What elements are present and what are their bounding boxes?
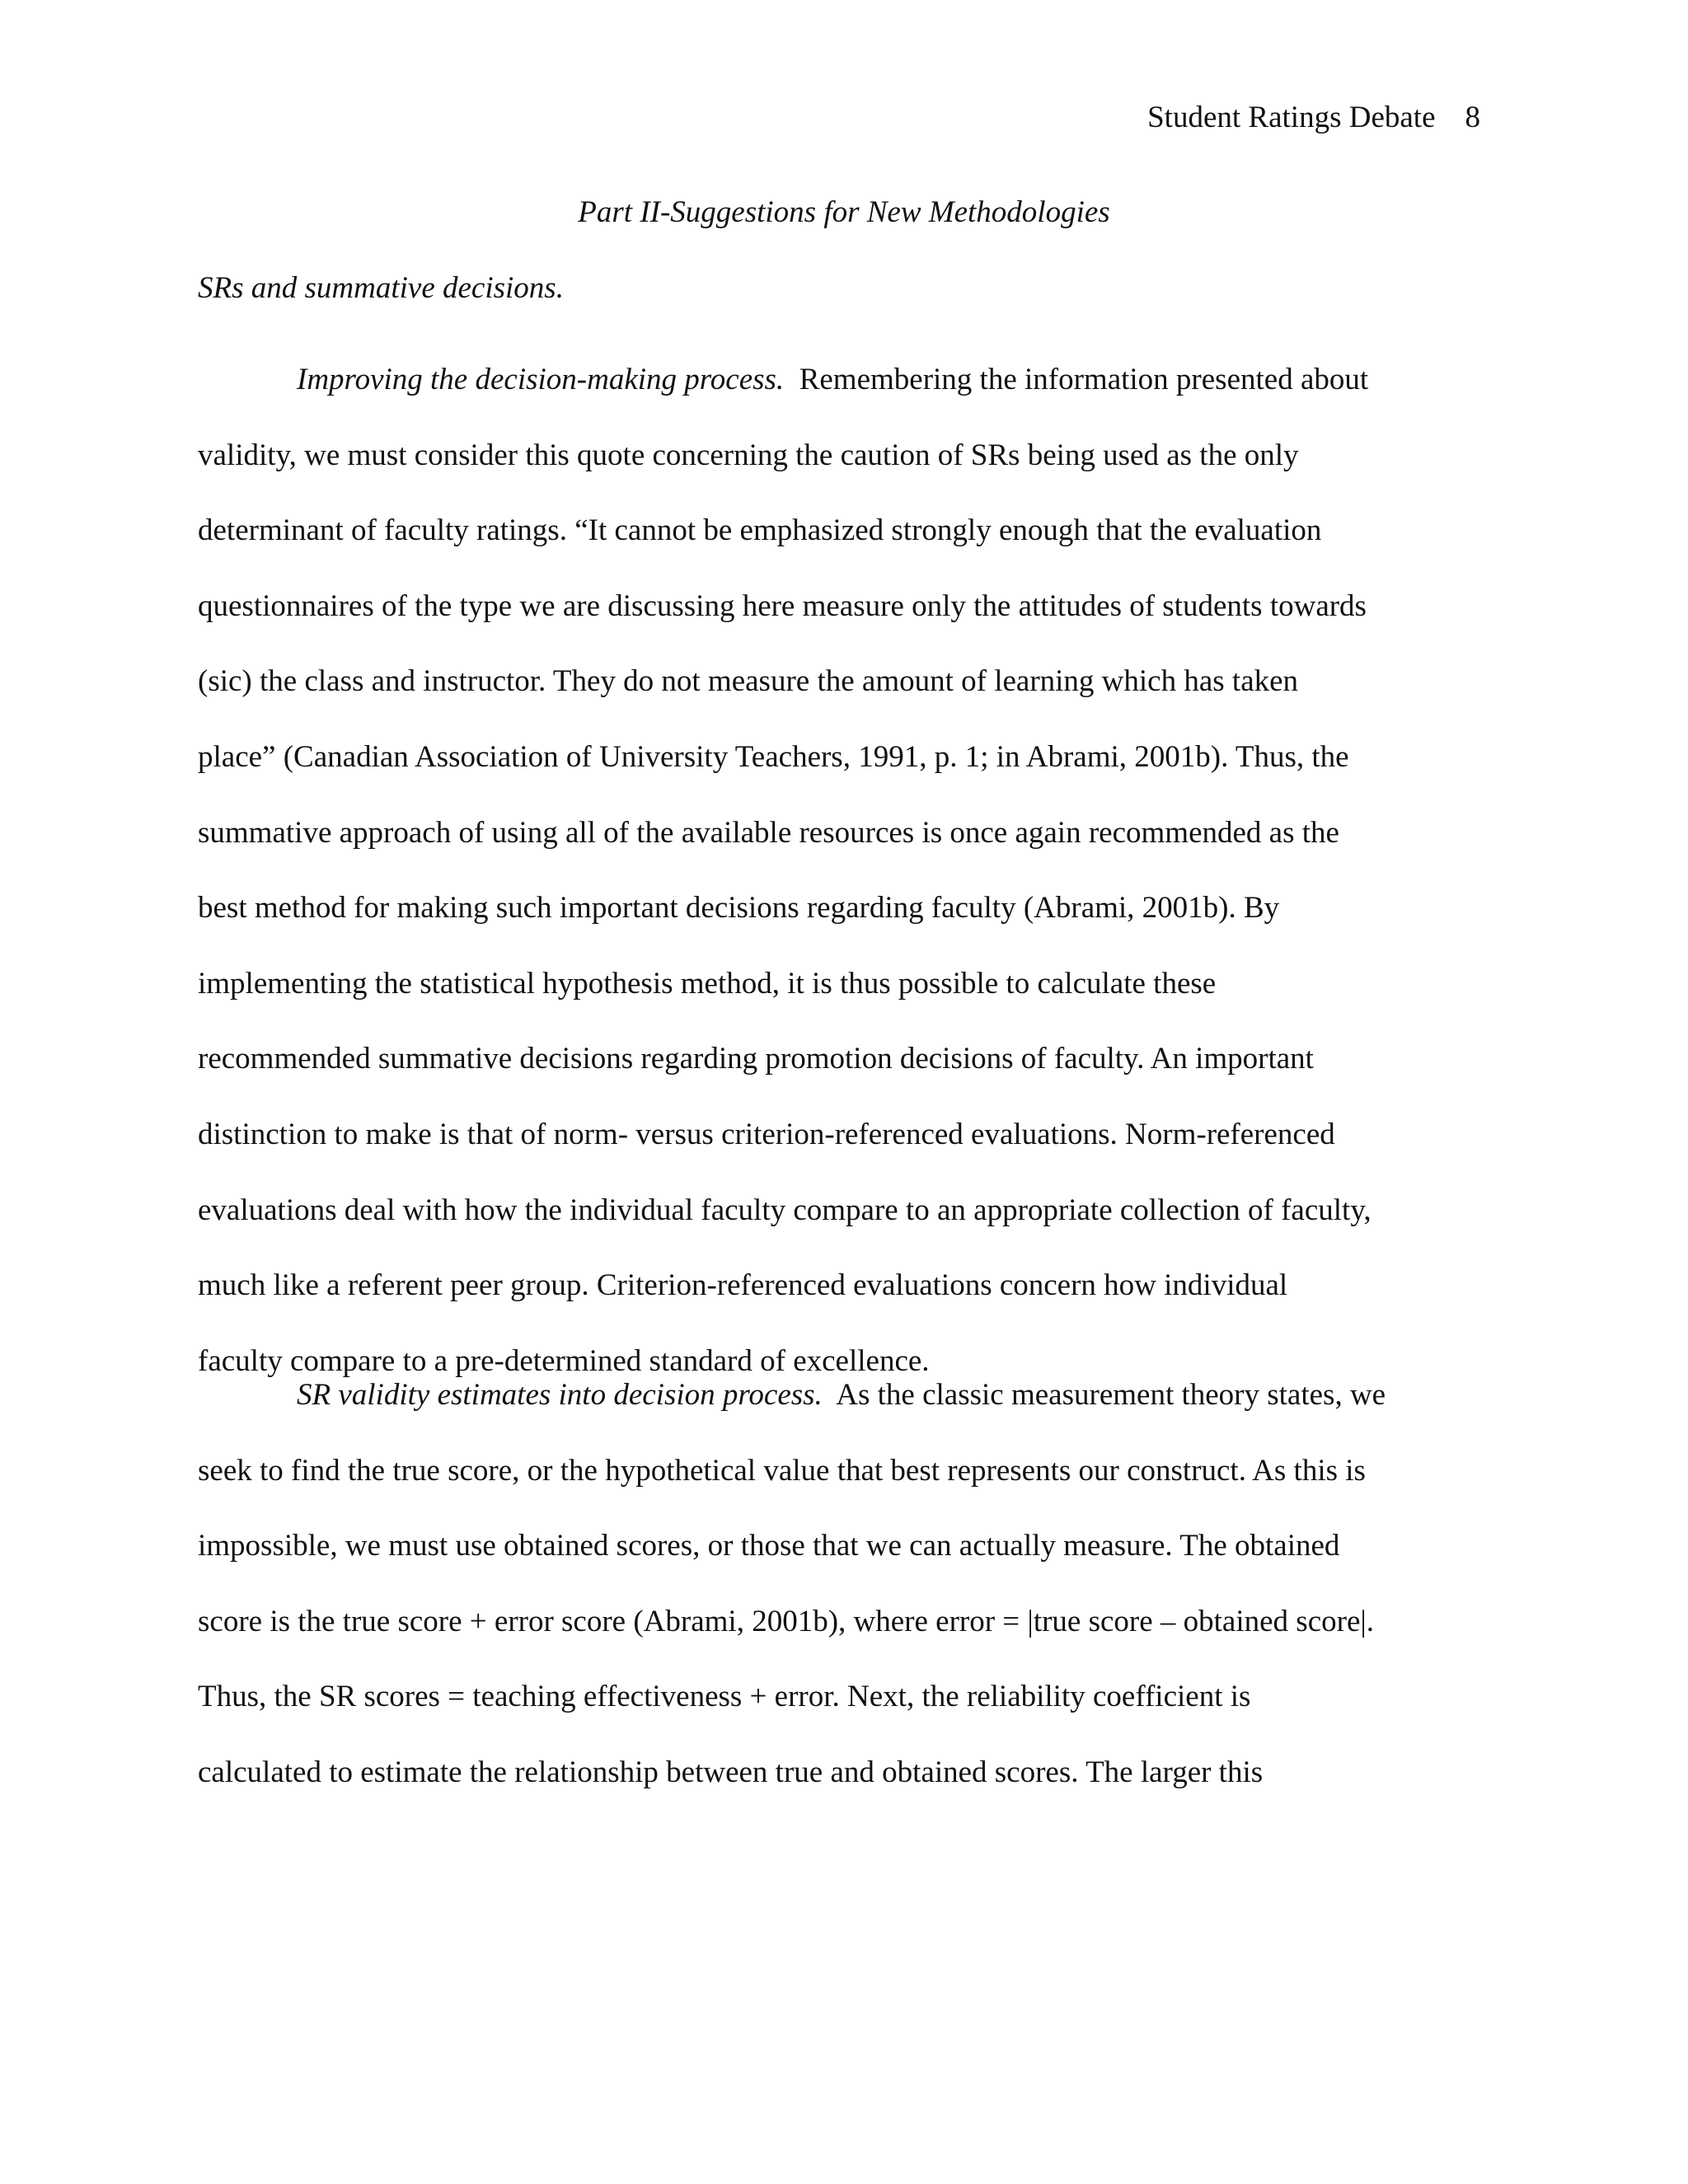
paragraph-line: seek to find the true score, or the hypothetical value that best represents our construct. As this is — [198, 1453, 1366, 1488]
paragraph-line: validity, we must consider this quote concerning the caution of SRs being used as the only — [198, 438, 1299, 472]
paragraph-line: Thus, the SR scores = teaching effectiveness + error. Next, the reliability coefficient is — [198, 1680, 1251, 1714]
paragraph-line: recommended summative decisions regarding promotion decisions of faculty. An important — [198, 1042, 1314, 1076]
paragraph-line: Improving the decision-making process. Remembering the information presented about — [297, 363, 1369, 396]
part-title: Part II-Suggestions for New Methodologies — [578, 195, 1110, 229]
paragraph-line: questionnaires of the type we are discussing here measure only the attitudes of students towards — [198, 588, 1367, 623]
paragraph-line: calculated to estimate the relationship between true and obtained scores. The larger this — [198, 1755, 1264, 1789]
paragraph-improving-decision-making — [198, 342, 1484, 1399]
paragraph-line: impossible, we must use obtained scores, or those that we can actually measure. The obtained — [198, 1529, 1340, 1563]
paragraph-line: SR validity estimates into decision process. As the classic measurement theory states, we — [297, 1378, 1386, 1412]
paragraph-sr-validity-estimates — [198, 1357, 1484, 1811]
paragraph-line: score is the true score + error score (Abrami, 2001b), where error = |true score – obtained score|. — [198, 1604, 1375, 1638]
page-number: 8 — [1465, 101, 1480, 134]
paragraph-line: (sic) the class and instructor. They do not measure the amount of learning which has taken — [198, 664, 1299, 699]
paragraph-line: summative approach of using all of the available resources is once again recommended as the — [198, 815, 1339, 850]
paragraph-line: determinant of faculty ratings. “It cannot be emphasized strongly enough that the evaluation — [198, 513, 1322, 548]
paragraph-line: distinction to make is that of norm- versus criterion-referenced evaluations. Norm-referenced — [198, 1117, 1335, 1151]
paragraph-heading: SR validity estimates into decision process. — [297, 1378, 823, 1412]
paragraph-line: best method for making such important decisions regarding faculty (Abrami, 2001b). By — [198, 891, 1280, 926]
paragraph-line: place” (Canadian Association of University Teachers, 1991, p. 1; in Abrami, 2001b). Thus, the — [198, 739, 1349, 774]
paragraph-line: faculty compare to a pre-determined standard of excellence. — [198, 1343, 930, 1378]
paragraph-line: implementing the statistical hypothesis method, it is thus possible to calculate these — [198, 966, 1217, 1001]
running-head-title: Student Ratings Debate — [1147, 101, 1436, 134]
paragraph-line: evaluations deal with how the individual faculty compare to an appropriate collection of faculty, — [198, 1193, 1372, 1227]
paragraph-line: much like a referent peer group. Criterion-referenced evaluations concern how individual — [198, 1268, 1288, 1303]
running-head — [1147, 97, 1480, 138]
section-heading: SRs and summative decisions. — [198, 271, 564, 305]
paragraph-heading: Improving the decision-making process. — [297, 363, 785, 396]
